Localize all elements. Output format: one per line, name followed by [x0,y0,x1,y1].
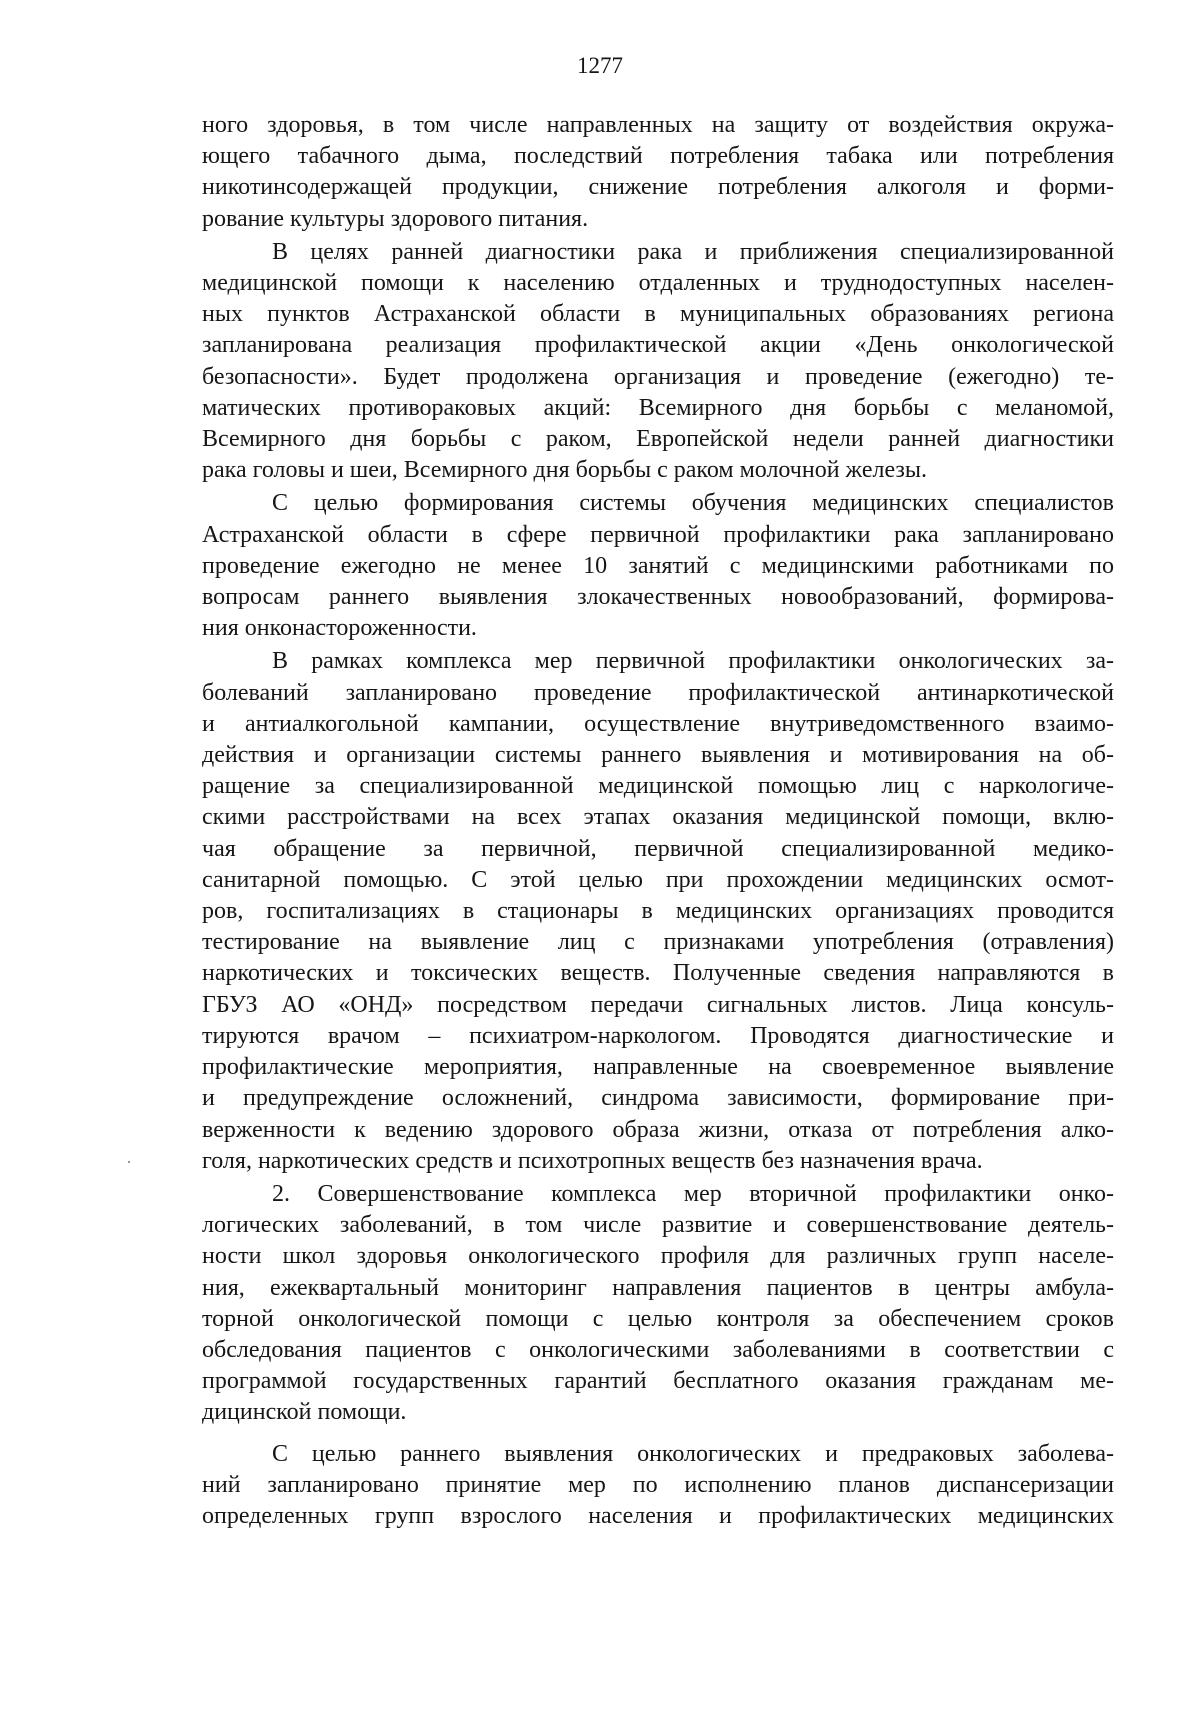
paragraph-5 [202,1179,1114,1429]
page-number: 1277 [577,53,623,78]
text-line: ния онконастороженности. [202,615,477,642]
text-line: действия и организации системы раннего выявления и мотивирования на об- [202,742,1114,769]
text-line: тируются врачом – психиатром-наркологом. Проводятся диагностические и [202,1022,1114,1049]
text-line: Всемирного дня борьбы с раком, Европейской недели ранней диагностики [202,426,1114,453]
text-line: профилактические мероприятия, направленные на своевременное выявление [202,1054,1114,1081]
text-line: С целью раннего выявления онкологических и предраковых заболева- [272,1440,1114,1467]
text-line: дицинской помощи. [202,1399,407,1426]
text-line: логических заболеваний, в том числе развитие и совершенствование деятель- [202,1212,1114,1239]
text-line: тестирование на выявление лиц с признаками употребления (отравления) [202,929,1114,956]
text-line: ния, ежеквартальный мониторинг направления пациентов в центры амбула- [202,1274,1114,1301]
text-line: ний запланировано принятие мер по исполнению планов диспансеризации [202,1471,1114,1498]
text-line: торной онкологической помощи с целью контроля за обеспечением сроков [202,1305,1114,1332]
paragraph-3 [202,488,1114,644]
text-line: болеваний запланировано проведение профилактической антинаркотической [202,679,1114,706]
text-line: голя, наркотических средств и психотропных веществ без назначения врача. [202,1147,983,1174]
text-line: и предупреждение осложнений, синдрома зависимости, формирование при- [202,1085,1114,1112]
text-line: В целях ранней диагностики рака и приближения специализированной [272,238,1114,265]
text-line: чая обращение за первичной, первичной специализированной медико- [202,835,1114,862]
text-line: наркотических и токсических веществ. Полученные сведения направляются в [202,960,1114,987]
text-line: никотинсодержащей продукции, снижение потребления алкоголя и форми- [202,174,1114,201]
text-line: верженности к ведению здорового образа жизни, отказа от потребления алко- [202,1116,1114,1143]
text-line: ращение за специализированной медицинской помощью лиц с наркологиче- [202,773,1114,800]
text-line: рование культуры здорового питания. [202,205,589,232]
paragraph-6 [202,1439,1114,1533]
text-line: и антиалкогольной кампании, осуществление внутриведомственного взаимо- [202,710,1114,737]
text-line: ющего табачного дыма, последствий потребления табака или потребления [202,143,1114,170]
text-line: запланирована реализация профилактической акции «День онкологической [202,332,1114,359]
text-line: санитарной помощью. С этой целью при прохождении медицинских осмот- [202,866,1114,893]
document-body [202,110,1114,1532]
paragraph-4 [202,646,1114,1176]
text-line: ности школ здоровья онкологического профиля для различных групп населе- [202,1243,1114,1270]
paragraph-2 [202,237,1114,487]
text-line: вопросам раннего выявления злокачественных новообразований, формирова- [202,584,1114,611]
text-line: 2. Совершенствование комплекса мер вторичной профилактики онко- [272,1180,1114,1207]
text-line: ров, госпитализациях в стационары в медицинских организациях проводится [202,898,1114,925]
text-line: программой государственных гарантий бесплатного оказания гражданам ме- [202,1368,1114,1395]
text-line: рака головы и шеи, Всемирного дня борьбы с раком молочной железы. [202,457,928,484]
text-line: определенных групп взрослого населения и профилактических медицинских [202,1502,1114,1529]
text-line: матических противораковых акций: Всемирного дня борьбы с меланомой, [202,394,1114,421]
text-line: ных пунктов Астраханской области в муниципальных образованиях региона [202,301,1114,328]
paragraph-1 [202,110,1114,235]
text-line: безопасности». Будет продолжена организация и проведение (ежегодно) те- [202,363,1114,390]
text-line: обследования пациентов с онкологическими заболеваниями в соответствии с [202,1336,1114,1363]
text-line: проведение ежегодно не менее 10 занятий с медицинскими работниками по [202,552,1114,579]
text-line: ГБУЗ АО «ОНД» посредством передачи сигнальных листов. Лица консуль- [202,991,1114,1018]
text-line: ного здоровья, в том числе направленных на защиту от воздействия окружа- [202,112,1114,138]
text-line: С целью формирования системы обучения медицинских специалистов [272,490,1114,517]
text-line: медицинской помощи к населению отдаленных и труднодоступных населен- [202,270,1114,297]
scan-speck [128,1161,130,1163]
text-line: В рамках комплекса мер первичной профилактики онкологических за- [272,648,1114,675]
text-line: скими расстройствами на всех этапах оказания медицинской помощи, вклю- [202,804,1114,831]
text-line: Астраханской области в сфере первичной профилактики рака запланировано [202,521,1114,548]
